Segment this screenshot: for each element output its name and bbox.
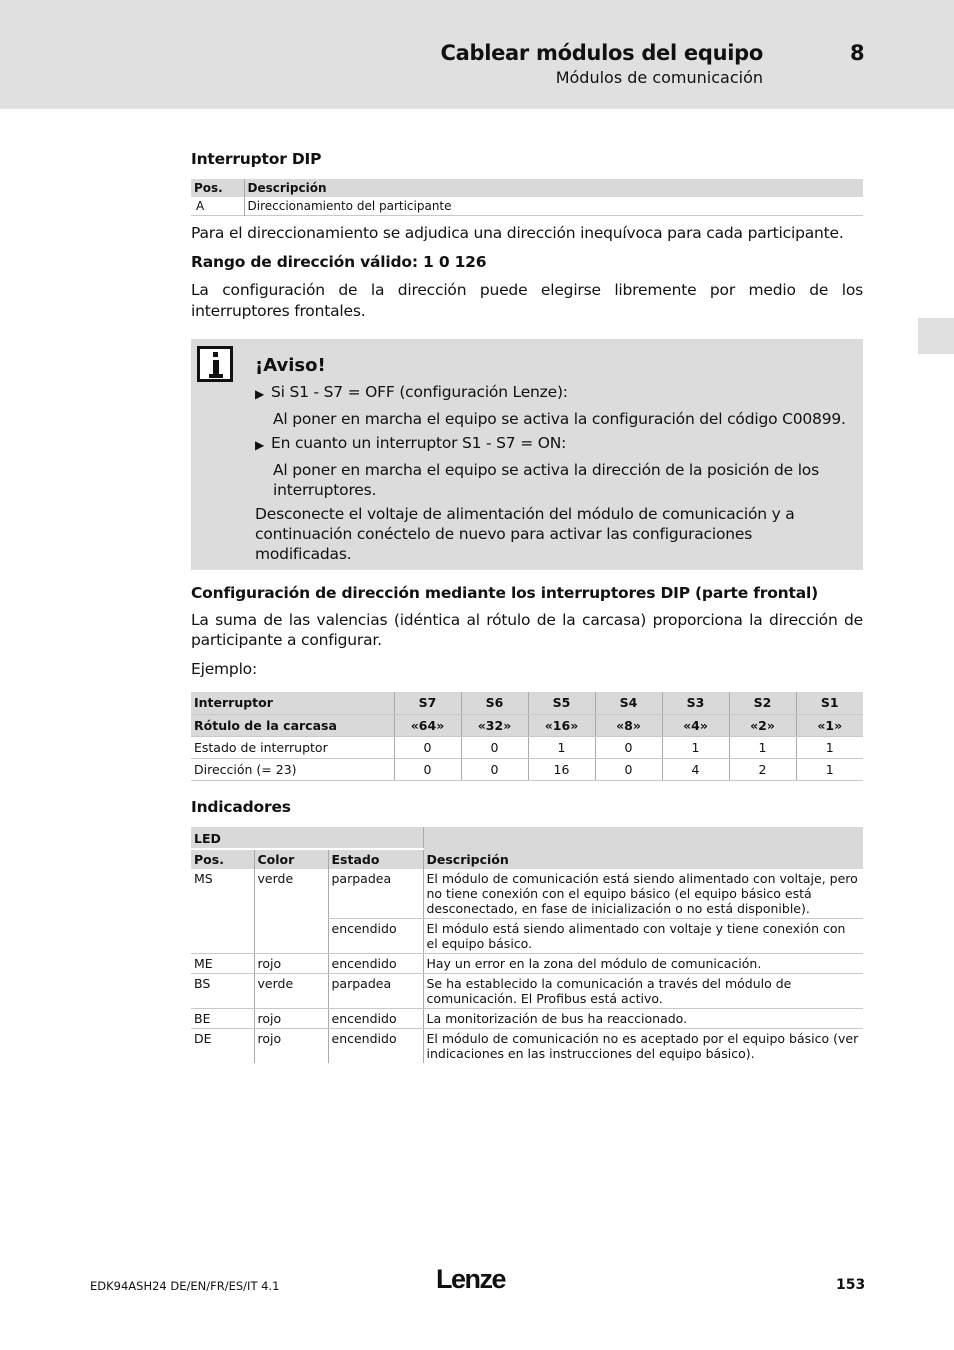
table-row: [191, 714, 863, 736]
example-cell: S4: [595, 692, 662, 714]
led-col-color: Color: [254, 849, 328, 869]
document-id: EDK94ASH24 DE/EN/FR/ES/IT 4.1: [90, 1279, 280, 1293]
led-cell-desc: Hay un error en la zona del módulo de comunicación.: [423, 953, 863, 973]
example-table: [191, 692, 863, 781]
table-row: [191, 1008, 863, 1028]
example-cell: S3: [662, 692, 729, 714]
example-cell: S2: [729, 692, 796, 714]
table-row: [191, 736, 863, 758]
led-cell-desc: Se ha establecido la comunicación a través del módulo de comunicación. El Profibus está activo.: [423, 973, 863, 1008]
example-row-label: Estado de interruptor: [191, 736, 394, 758]
dip-paragraph: Para el direccionamiento se adjudica una dirección inequívoca para cada participante.: [191, 224, 844, 242]
notice-bullet-detail: Al poner en marcha el equipo se activa la configuración del código C00899.: [273, 410, 846, 428]
range-heading: Rango de dirección válido: 1 0 126: [191, 253, 487, 271]
led-col-pos: Pos.: [191, 849, 254, 869]
triangle-bullet-icon: ▶: [255, 387, 265, 401]
table-row: [191, 973, 863, 1008]
led-cell-color: verde: [254, 869, 328, 954]
example-label: Ejemplo:: [191, 660, 257, 678]
led-cell-state: encendido: [328, 1008, 423, 1028]
notice-box: [191, 339, 863, 570]
example-cell: «8»: [595, 714, 662, 736]
led-cell-state: encendido: [328, 1028, 423, 1063]
table-row: [191, 953, 863, 973]
dip-cell-desc: Direccionamiento del participante: [244, 197, 863, 216]
led-col-state: Estado: [328, 849, 423, 869]
notice-bullet: [255, 382, 853, 404]
led-table: [191, 827, 863, 1063]
led-cell-desc: El módulo de comunicación está siendo alimentado con voltaje, pero no tiene conexión con el equipo básico (el equipo básico está desconectado, en fase de inicialización o no está disponible).: [423, 869, 863, 919]
config-paragraph: La configuración de la dirección puede elegirse libremente por medio de los interruptores frontales.: [191, 281, 863, 320]
example-cell: 1: [729, 736, 796, 758]
example-cell: «1»: [796, 714, 863, 736]
example-cell: «16»: [528, 714, 595, 736]
example-cell: 16: [528, 758, 595, 780]
example-cell: «64»: [394, 714, 461, 736]
dip-cell-pos: A: [196, 199, 205, 213]
config-sum-paragraph: La suma de las valencias (idéntica al rótulo de la carcasa) proporciona la dirección de participante a configurar.: [191, 611, 863, 649]
notice-bullet-detail: Al poner en marcha el equipo se activa la dirección de la posición de los interruptores.: [273, 461, 819, 499]
example-cell: S5: [528, 692, 595, 714]
example-cell: 0: [461, 758, 528, 780]
dip-col-desc: Descripción: [244, 179, 863, 197]
info-icon: [197, 346, 233, 382]
led-cell-desc: El módulo está siendo alimentado con voltaje y tiene conexión con el equipo básico.: [423, 918, 863, 953]
led-cell-pos: DE: [194, 1030, 212, 1046]
led-cell-pos: BE: [191, 1008, 254, 1028]
led-col-desc: Descripción: [423, 827, 863, 869]
dip-table: [191, 179, 863, 216]
page-subtitle: Módulos de comunicación: [555, 68, 763, 87]
example-cell: S1: [796, 692, 863, 714]
example-cell: 0: [394, 736, 461, 758]
example-cell: 0: [461, 736, 528, 758]
example-cell: 1: [528, 736, 595, 758]
page-title: Cablear módulos del equipo: [440, 41, 763, 65]
example-cell: «4»: [662, 714, 729, 736]
example-row-label: Rótulo de la carcasa: [191, 714, 394, 736]
led-group-header: LED: [191, 827, 423, 849]
table-row: [191, 197, 863, 216]
notice-bullet-text: En cuanto un interruptor S1 - S7 = ON:: [271, 434, 567, 452]
table-row: [191, 1028, 863, 1063]
led-cell-color: rojo: [254, 1008, 328, 1028]
table-row: [191, 869, 863, 919]
example-cell: 1: [796, 758, 863, 780]
led-cell-pos: ME: [191, 953, 254, 973]
dip-col-pos: Pos.: [191, 179, 244, 197]
led-cell-desc: La monitorización de bus ha reaccionado.: [423, 1008, 863, 1028]
example-cell: 1: [796, 736, 863, 758]
lenze-logo: Lenze: [436, 1264, 506, 1294]
notice-closing: Desconecte el voltaje de alimentación del módulo de comunicación y a continuación conéctelo de nuevo para activar las configuraciones modificadas.: [255, 505, 795, 563]
example-cell: 0: [595, 736, 662, 758]
chapter-number: 8: [850, 41, 865, 65]
example-cell: 0: [595, 758, 662, 780]
example-cell: S7: [394, 692, 461, 714]
example-row-label: Interruptor: [191, 692, 394, 714]
example-cell: «2»: [729, 714, 796, 736]
notice-bullet-text: Si S1 - S7 = OFF (configuración Lenze):: [271, 383, 568, 401]
led-cell-desc: El módulo de comunicación no es aceptado por el equipo básico (ver indicaciones en las instrucciones del equipo básico).: [423, 1028, 863, 1063]
page-number: 153: [836, 1277, 866, 1293]
notice-bullet: [255, 433, 853, 455]
example-cell: S6: [461, 692, 528, 714]
example-cell: 4: [662, 758, 729, 780]
led-cell-pos: BS: [191, 973, 254, 1008]
config-heading: Configuración de dirección mediante los interruptores DIP (parte frontal): [191, 584, 818, 602]
led-cell-color: verde: [254, 973, 328, 1008]
led-cell-color: rojo: [254, 953, 328, 973]
page-content: [191, 150, 863, 1063]
led-cell-state: parpadea: [328, 869, 423, 919]
example-cell: 0: [394, 758, 461, 780]
led-cell-state: encendido: [328, 918, 423, 953]
table-row: [191, 758, 863, 780]
example-cell: 1: [662, 736, 729, 758]
led-cell-pos: MS: [191, 869, 254, 954]
indicators-heading: Indicadores: [191, 797, 291, 816]
example-row-label: Dirección (= 23): [191, 758, 394, 780]
led-cell-color: rojo: [254, 1028, 328, 1063]
table-row: [191, 692, 863, 714]
chapter-side-tab: [918, 318, 954, 354]
triangle-bullet-icon: ▶: [255, 438, 265, 452]
dip-heading: Interruptor DIP: [191, 150, 322, 168]
example-cell: 2: [729, 758, 796, 780]
notice-title: ¡Aviso!: [255, 355, 326, 376]
example-cell: «32»: [461, 714, 528, 736]
led-cell-state: parpadea: [328, 973, 423, 1008]
led-cell-state: encendido: [328, 953, 423, 973]
